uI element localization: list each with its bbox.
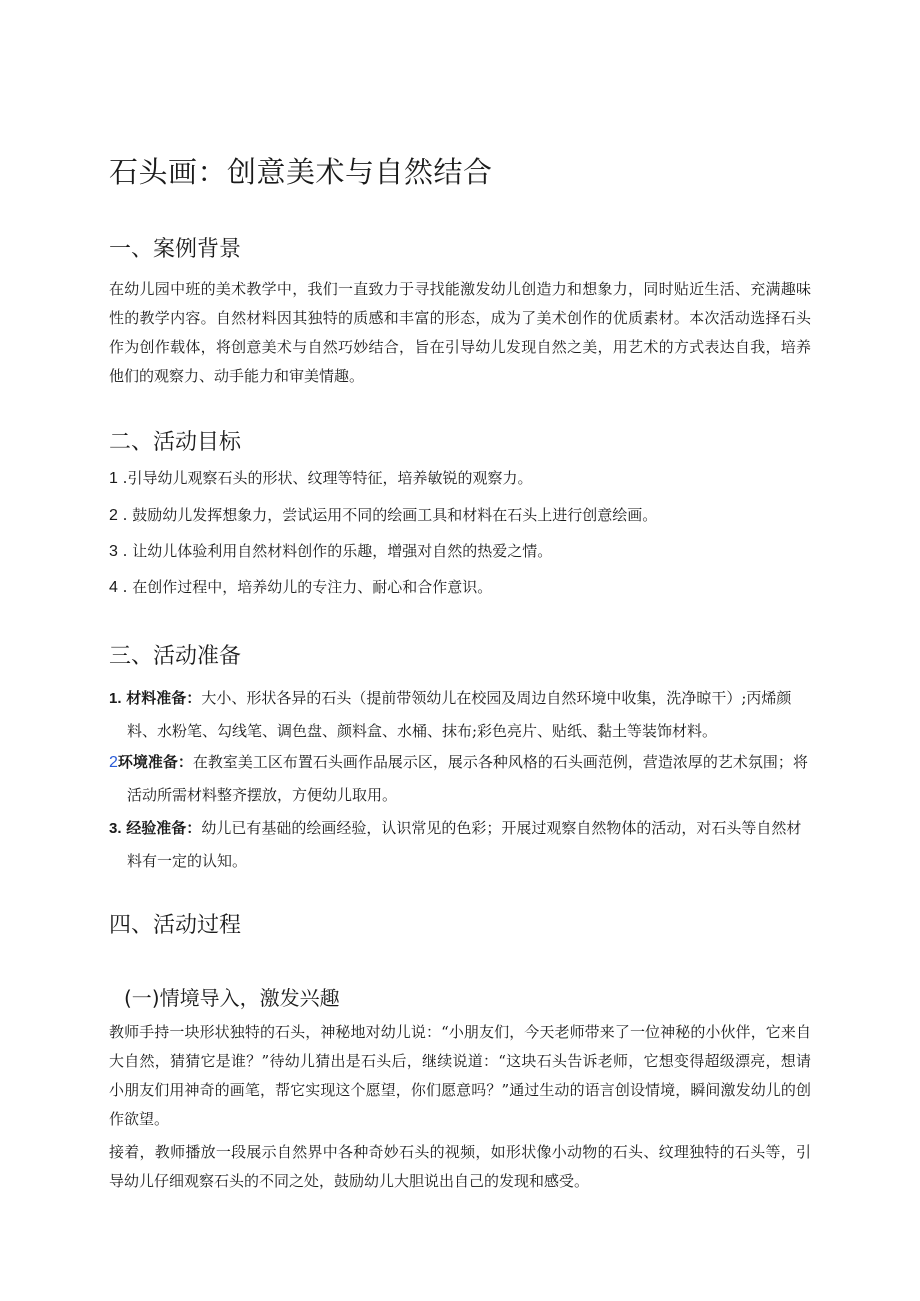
- goal-number: 1: [109, 470, 118, 487]
- paragraph-intro-1: 教师手持一块形状独特的石头，神秘地对幼儿说：“小朋友们，今天老师带来了一位神秘的小伙伴，它来自大自然，猜猜它是谁？”待幼儿猜出是石头后，继续说道：“这块石头告诉老师，它想变得超级漂亮，想请小朋友们用神奇的画笔，帮它实现这个愿望，你们愿意吗？”通过生动的语言创设情境，瞬间激发幼儿的创作欲望。: [109, 1023, 811, 1128]
- prep-item-materials: [109, 682, 811, 747]
- prep-item-environment: [109, 746, 811, 811]
- prep-text: 大小、形状各异的石头（提前带领幼儿在校园及周边自然环境中收集，洗净晾干）;丙烯颜料、水粉笔、勾线笔、调色盘、颜料盒、水桶、抹布;彩色亮片、贴纸、黏土等装饰材料。: [127, 689, 792, 740]
- prep-number: 1.: [109, 690, 122, 707]
- goal-text: . 让幼儿体验利用自然材料创作的乐趣，增强对自然的热爱之情。: [117, 542, 553, 560]
- goal-number: 2: [109, 507, 118, 524]
- paragraph-background: 在幼儿园中班的美术教学中，我们一直致力于寻找能激发幼儿创造力和想象力，同时贴近生活、充满趣味性的教学内容。自然材料因其独特的质感和丰富的形态，成为了美术创作的优质素材。本次活动选择石头作为创作载体，将创意美术与自然巧妙结合，旨在引导幼儿发现自然之美，用艺术的方式表达自我，培养他们的观察力、动手能力和审美情趣。: [109, 280, 811, 385]
- prep-text: 幼儿已有基础的绘画经验，认识常见的色彩；开展过观察自然物体的活动，对石头等自然材料有一定的认知。: [127, 819, 802, 870]
- goal-item-4: [109, 571, 811, 604]
- prep-text: 在教室美工区布置石头画作品展示区，展示各种风格的石头画范例，营造浓厚的艺术氛围；将活动所需材料整齐摆放，方便幼儿取用。: [127, 753, 808, 804]
- prep-item-experience: [109, 812, 811, 877]
- goal-text: . 鼓励幼儿发挥想象力，尝试运用不同的绘画工具和材料在石头上进行创意绘画。: [117, 506, 658, 524]
- prep-label: 经验准备：: [126, 820, 202, 837]
- goal-item-2: [109, 499, 811, 532]
- prep-number: 2: [109, 754, 118, 771]
- goal-item-3: [109, 535, 811, 568]
- paragraph-intro-2: 接着，教师播放一段展示自然界中各种奇妙石头的视频，如形状像小动物的石头、纹理独特的石头等，引导幼儿仔细观察石头的不同之处，鼓励幼儿大胆说出自己的发现和感受。: [109, 1143, 811, 1190]
- heading-prep: 三、活动准备: [109, 644, 242, 669]
- prep-label: 材料准备：: [126, 690, 202, 707]
- page-title: 石头画：创意美术与自然结合: [109, 155, 493, 189]
- goal-item-1: [109, 462, 811, 495]
- goal-number: 4: [109, 579, 118, 596]
- heading-process: 四、活动过程: [109, 913, 242, 938]
- heading-goals: 二、活动目标: [109, 430, 242, 455]
- subheading-intro: (一)情境导入，激发兴趣: [124, 986, 340, 1010]
- goal-text: . 在创作过程中，培养幼儿的专注力、耐心和合作意识。: [117, 578, 493, 596]
- goal-number: 3: [109, 543, 118, 560]
- heading-background: 一、案例背景: [109, 237, 242, 262]
- prep-number: 3.: [109, 820, 122, 837]
- prep-label: 环境准备：: [117, 754, 193, 771]
- goal-text: .引导幼儿观察石头的形状、纹理等特征，培养敏锐的观察力。: [117, 469, 533, 487]
